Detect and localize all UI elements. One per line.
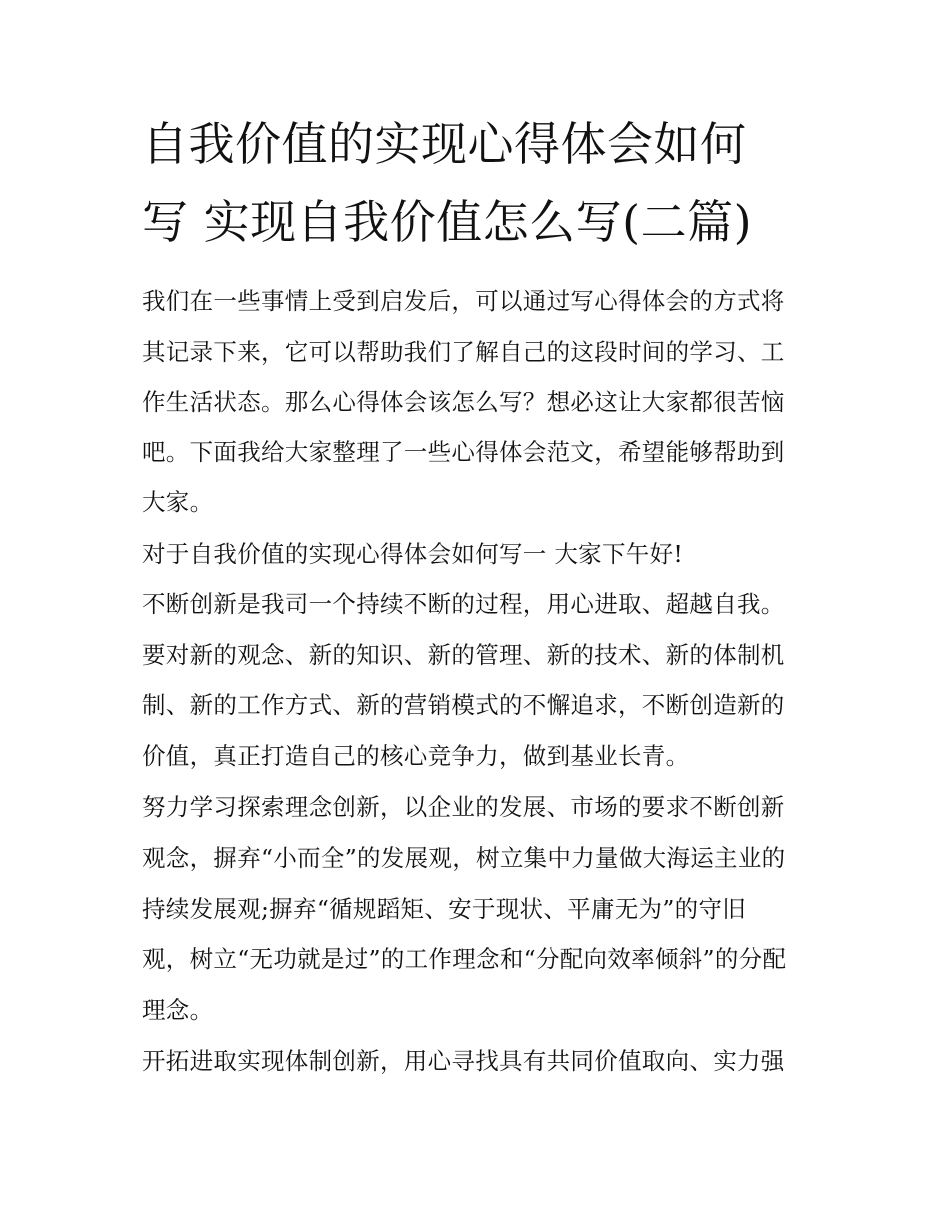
- body-line: 持续发展观;摒弃“循规蹈矩、安于现状、平庸无为”的守旧: [142, 895, 747, 923]
- body-line: 要对新的观念、新的知识、新的管理、新的技术、新的体制机: [142, 641, 785, 669]
- document-title-line-2: 写 实现自我价值怎么写(二篇): [142, 195, 753, 249]
- body-line: 开拓进取实现体制创新，用心寻找具有共同价值取向、实力强: [142, 1047, 785, 1075]
- document-title-line-1: 自我价值的实现心得体会如何: [142, 117, 747, 171]
- body-line: 制、新的工作方式、新的营销模式的不懈追求，不断创造新的: [142, 691, 785, 719]
- body-line: 我们在一些事情上受到启发后，可以通过写心得体会的方式将: [142, 287, 785, 315]
- body-line: 大家。: [142, 488, 214, 516]
- body-line: 不断创新是我司一个持续不断的过程，用心进取、超越自我。: [142, 590, 785, 618]
- body-line: 吧。下面我给大家整理了一些心得体会范文，希望能够帮助到: [142, 438, 785, 466]
- body-line: 努力学习探索理念创新，以企业的发展、市场的要求不断创新: [142, 793, 785, 821]
- body-line: 观，树立“无功就是过”的工作理念和“分配向效率倾斜”的分配: [142, 945, 787, 973]
- body-line: 其记录下来，它可以帮助我们了解自己的这段时间的学习、工: [142, 338, 785, 366]
- body-line: 作生活状态。那么心得体会该怎么写？想必这让大家都很苦恼: [142, 388, 785, 416]
- body-line: 对于自我价值的实现心得体会如何写一 大家下午好!: [142, 540, 684, 568]
- body-line: 观念，摒弃“小而全”的发展观，树立集中力量做大海运主业的: [142, 844, 786, 872]
- body-line: 价值，真正打造自己的核心竞争力，做到基业长青。: [142, 742, 690, 770]
- body-line: 理念。: [142, 996, 214, 1024]
